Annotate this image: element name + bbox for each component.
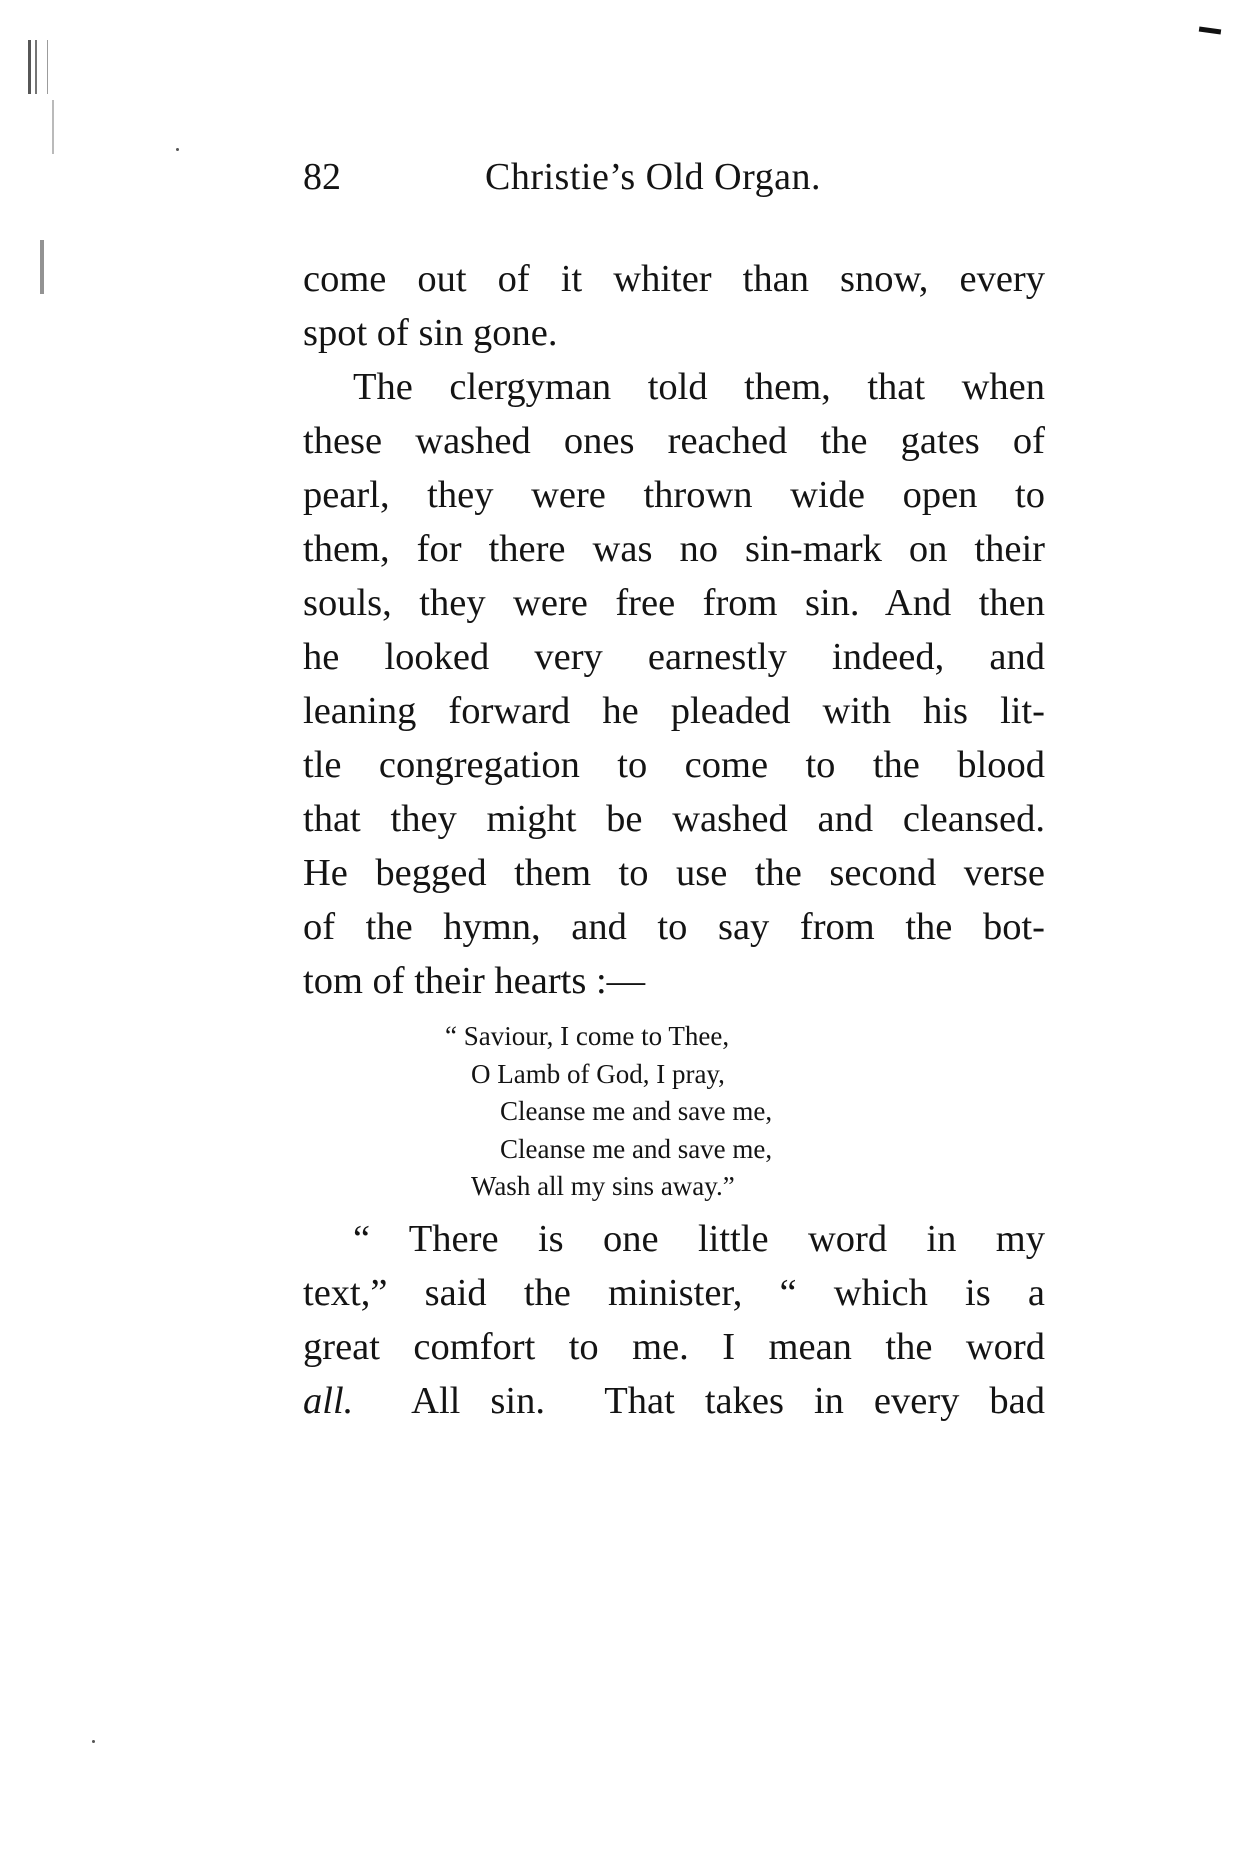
scan-speck [92,1740,95,1743]
binding-gutter [28,40,58,1856]
text-line: souls, they were free from sin. And then [303,582,1045,624]
text-line: leaning forward he pleaded with his lit- [303,690,1045,732]
verse-line: Cleanse me and save me, [500,1133,773,1164]
gutter-line [52,100,54,154]
running-title: Christie’s Old Organ. [485,156,821,198]
verse-line: O Lamb of God, I pray, [471,1058,725,1089]
scan-corner-mark [1199,26,1221,34]
text-line: these washed ones reached the gates of [303,420,1045,462]
text-line: come out of it whiter than snow, every [303,258,1045,300]
text-line: of the hymn, and to say from the bot- [303,906,1045,948]
gutter-line [28,40,31,94]
verse-line: “ Saviour, I come to Thee, [445,1021,730,1051]
text-line [303,1374,1045,1428]
text-line: spot of sin gone. [303,312,558,354]
text-line: tom of their hearts :— [303,960,646,1002]
line-rest: All sin. That takes in every bad [353,1380,1045,1422]
running-header [303,152,1073,202]
text-line: “ There is one little word in my [353,1218,1045,1260]
gutter-line [47,40,48,94]
gutter-line [40,240,44,294]
scan-speck [176,148,179,151]
text-line: great comfort to me. I mean the word [303,1326,1045,1368]
text-line: He begged them to use the second verse [303,852,1045,894]
text-line: that they might be washed and cleansed. [303,798,1045,840]
gutter-line [35,40,37,94]
text-line: he looked very earnestly indeed, and [303,636,1045,678]
text-line: tle congregation to come to the blood [303,744,1045,786]
text-line: them, for there was no sin-mark on their [303,528,1045,570]
verse-line: Wash all my sins away.” [471,1171,735,1201]
verse-line: Cleanse me and save me, [500,1096,773,1126]
text-line: The clergyman told them, that when [353,366,1045,408]
body-text-bottom [303,1212,1045,1428]
text-line: pearl, they were thrown wide open to [303,474,1045,516]
hymn-verse [445,1018,945,1206]
page-number: 82 [303,156,341,198]
body-text-top [303,252,1045,1008]
text-line: text,” said the minister, “ which is a [303,1272,1045,1314]
italic-word: all. [303,1380,354,1422]
